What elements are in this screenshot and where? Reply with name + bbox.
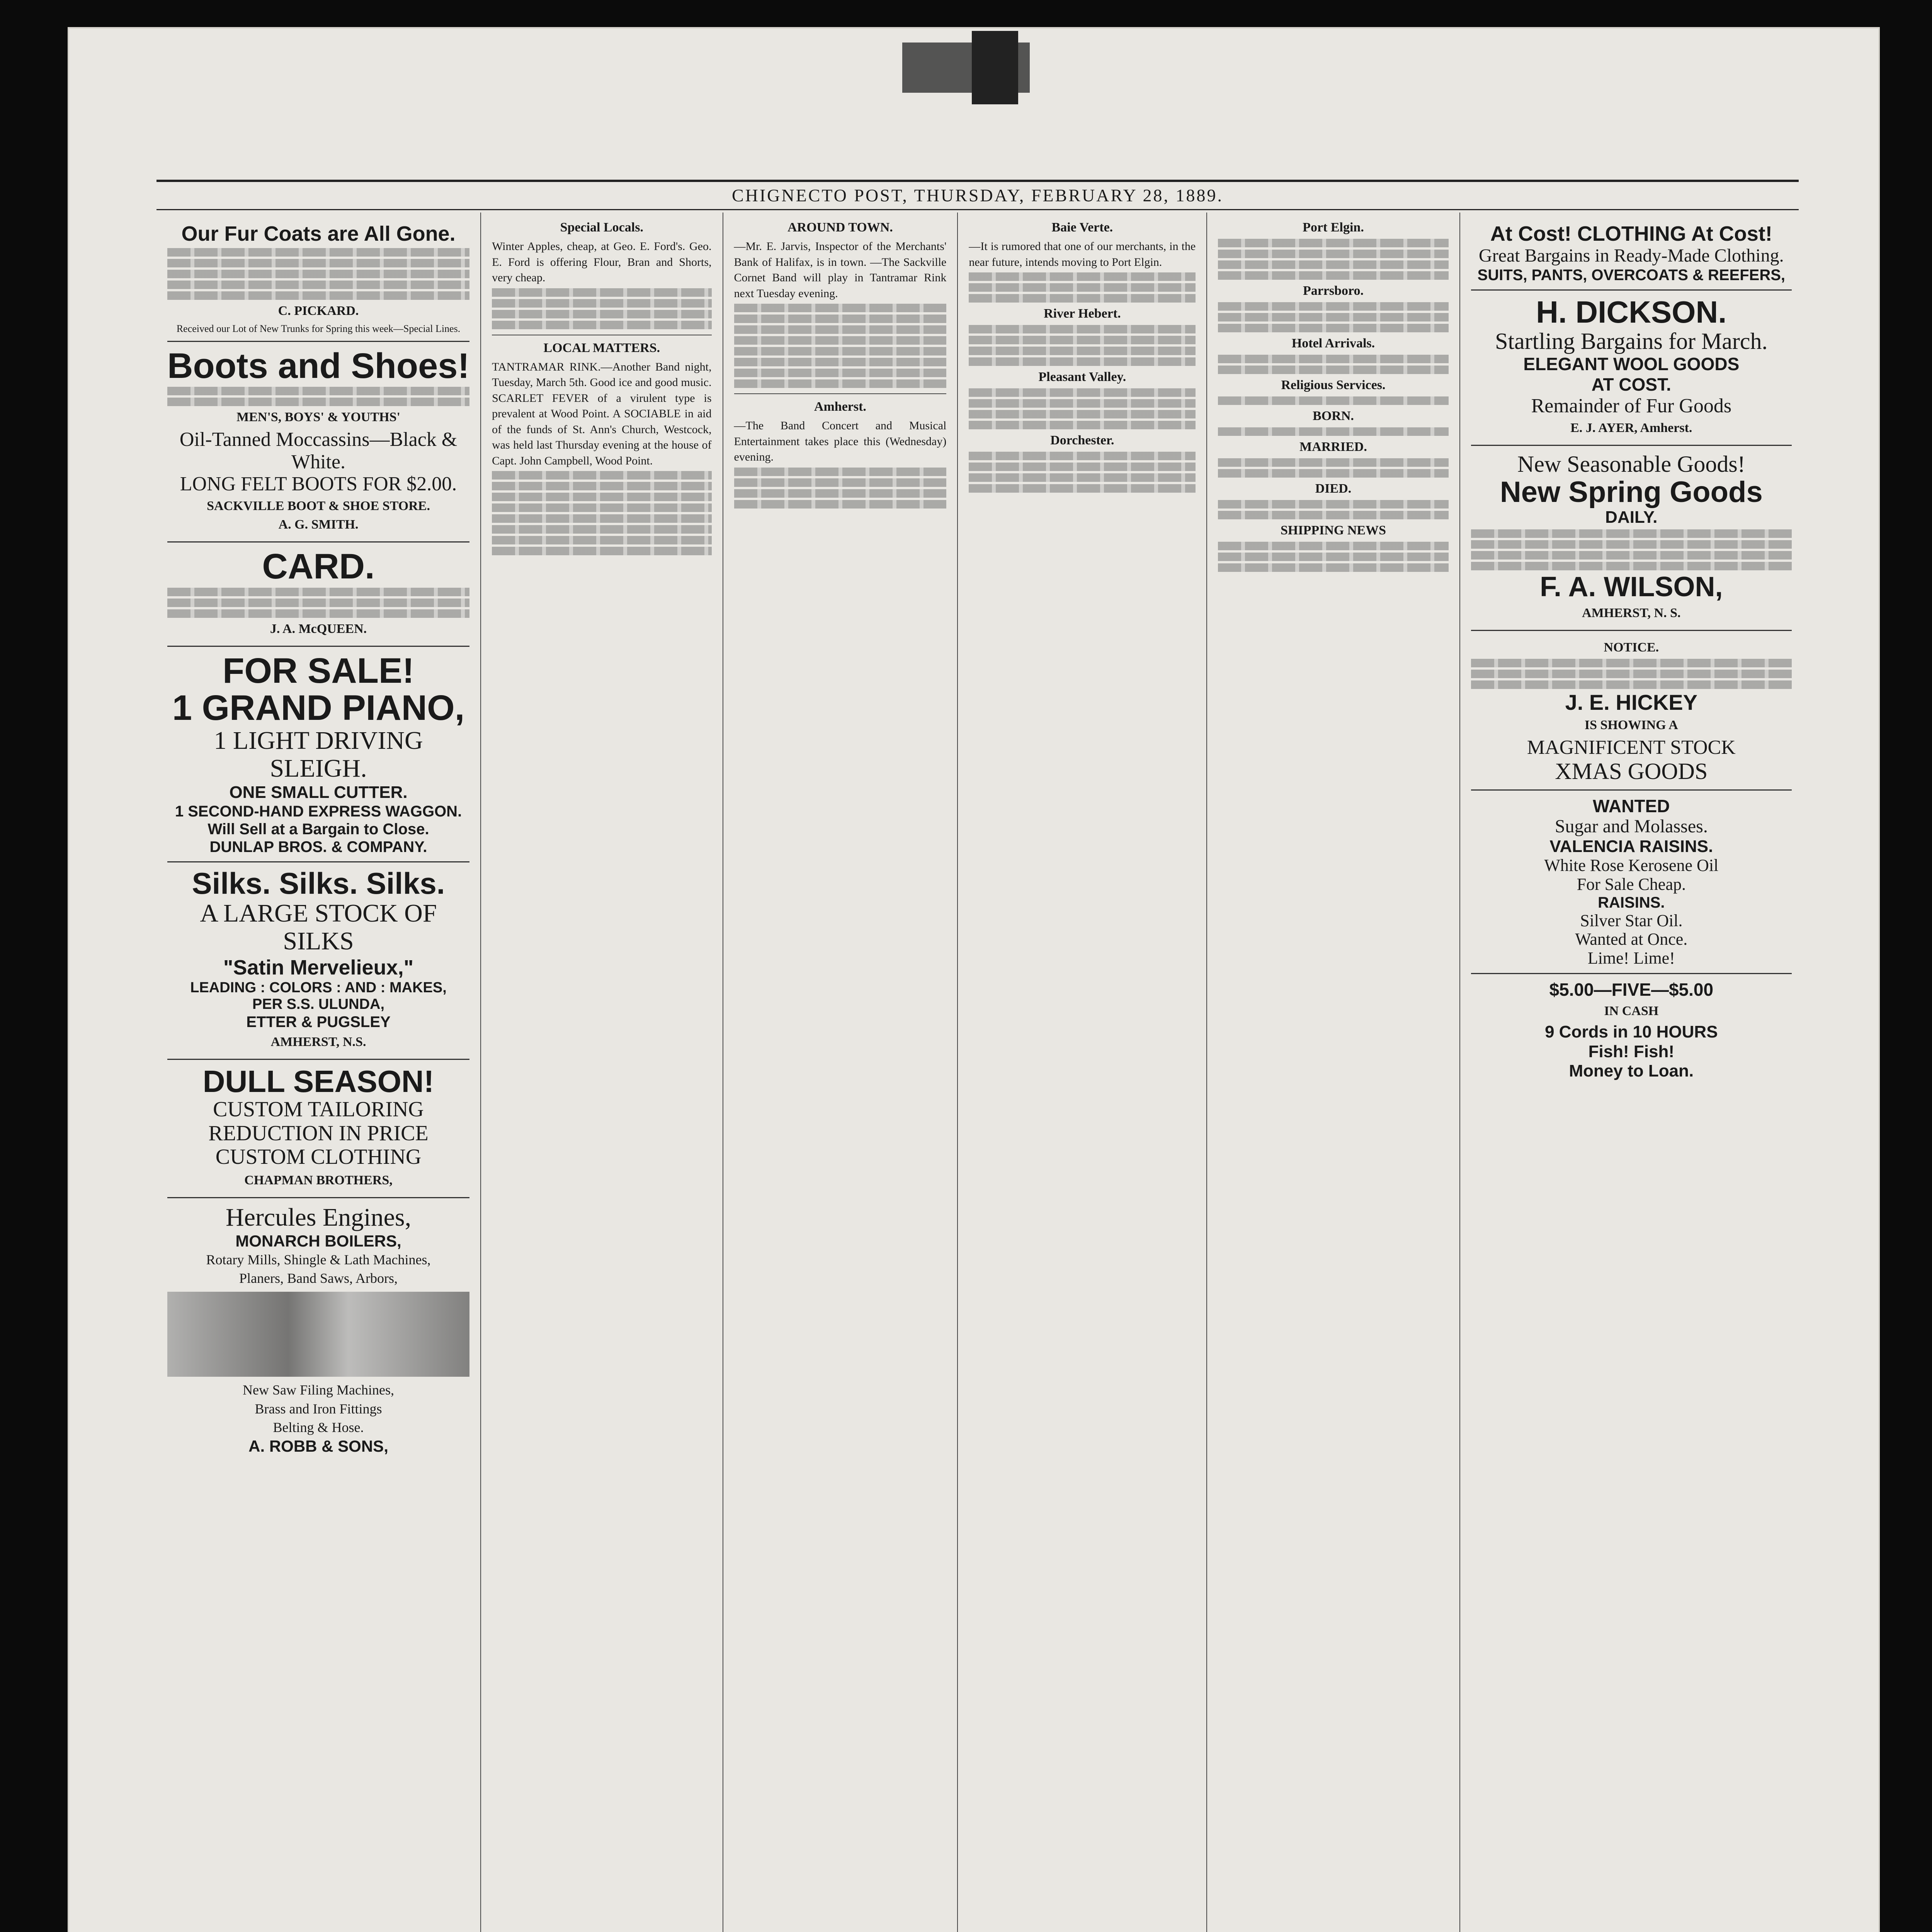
sale-title: FOR SALE! [223,651,414,690]
clothing-ad [1471,216,1792,291]
dickson-signer: E. J. AYER, Amherst. [1570,420,1692,435]
boots-line2: Oil-Tanned Moccassins—Black & White. [179,429,457,473]
silks-line2: "Satin Mervelieux," [223,956,414,979]
died-title: DIED. [1315,481,1352,496]
wanted-line1: Sugar and Molasses. [1554,816,1708,837]
engine-illustration [167,1292,469,1377]
hercules-seller: A. ROBB & SONS, [248,1437,388,1455]
local-body: TANTRAMAR RINK.—Another Band night, Tuesday, March 5th. Good ice and good music. SCARLET FEVER of a virulent type is prevalent at Wood Point. A SOCIABLE in aid of the funds of St. Ann's Church, Westcock, was held last Thursday evening at the house of Capt. John Campbell, Wood Point. [492,360,712,467]
masthead: CHIGNECTO POST, THURSDAY, FEBRUARY 28, 1889. [156,180,1799,210]
hickey-name: J. E. HICKEY [1565,690,1697,714]
wanted-line7: Wanted at Once. [1575,930,1688,949]
column-3 [723,213,958,1932]
wanted-line3: White Rose Kerosene Oil [1544,856,1719,875]
cash-money: Money to Loan. [1569,1061,1694,1081]
baie-title: Baie Verte. [1051,220,1113,235]
born-title: BORN. [1313,409,1354,423]
silks-line3: LEADING : COLORS : AND : MAKES, [190,979,447,996]
newspaper-page [68,27,1880,1932]
amherst-body: —The Band Concert and Musical Entertainment takes place this (Wednesday) evening. [734,419,947,463]
cash-fish: Fish! Fish! [1588,1042,1675,1061]
sale-offer: Will Sell at a Bargain to Close. [207,820,429,838]
local-title: LOCAL MATTERS. [543,340,660,355]
fur-signer: C. PICKARD. [278,304,359,318]
column-4 [958,213,1207,1932]
hercules-title: Hercules Engines, [225,1203,412,1231]
column-1 [156,213,481,1932]
spring-line1: New Spring Goods [1500,475,1763,509]
sale-item4: 1 SECOND-HAND EXPRESS WAGGON. [175,803,462,820]
spring-ad [1471,446,1792,631]
sale-item2: 1 LIGHT DRIVING SLEIGH. [214,726,423,783]
hotel-title: Hotel Arrivals. [1291,336,1375,350]
silks-ad [167,862,469,1060]
dull-seller: CHAPMAN BROTHERS, [244,1173,393,1187]
hickey-line1: IS SHOWING A [1584,718,1678,732]
silks-line4: PER S.S. ULUNDA, [252,996,385,1013]
dull-title: DULL SEASON! [202,1064,434,1099]
silks-seller: ETTER & PUGSLEY [246,1014,391,1031]
religious-title: Religious Services. [1281,378,1386,392]
shipping-title: SHIPPING NEWS [1281,523,1386,537]
hickey-line3: XMAS GOODS [1555,758,1708,784]
column-2 [481,213,723,1932]
column-6 [1460,213,1803,1932]
spring-place: AMHERST, N. S. [1582,605,1681,620]
dorchester-title: Dorchester. [1050,433,1114,447]
sale-item1: 1 GRAND PIANO, [172,688,465,728]
fur-title: Our Fur Coats are All Gone. [181,222,456,245]
wanted-line5: RAISINS. [1598,894,1665,911]
hercules-line1: MONARCH BOILERS, [235,1231,401,1250]
dull-line2: REDUCTION IN PRICE [208,1121,429,1145]
clothing-line2: SUITS, PANTS, OVERCOATS & REEFERS, [1477,266,1786,284]
boots-line1: MEN'S, BOYS' & YOUTHS' [236,410,400,425]
hercules-ad [167,1198,469,1461]
silks-place: AMHERST, N.S. [270,1035,366,1049]
special-body: Winter Apples, cheap, at Geo. E. Ford's. Geo. E. Ford is offering Flour, Bran and Shorts, very cheap. [492,240,712,284]
notice-title: NOTICE. [1604,640,1659,655]
wanted-title: WANTED [1593,796,1670,816]
spring-line2: DAILY. [1605,507,1658,527]
river-title: River Hebert. [1044,306,1121,321]
boots-signer: A. G. SMITH. [278,517,359,532]
card-signer: J. A. McQUEEN. [270,621,367,636]
dickson-ad [1471,291,1792,446]
dickson-line1: Startling Bargains for March. [1495,328,1768,354]
hickey-line2: MAGNIFICENT STOCK [1527,736,1736,759]
boots-title: Boots and Shoes! [167,346,470,386]
column-5 [1207,213,1460,1932]
card-ad [167,543,469,647]
wanted-line2: VALENCIA RAISINS. [1549,837,1713,856]
around-body: —Mr. E. Jarvis, Inspector of the Merchants' Bank of Halifax, is in town. —The Sackville Cornet Band will play in Tantramar Rink next Tuesday evening. [734,240,947,300]
cash-title: $5.00—FIVE—$5.00 [1549,980,1714,1000]
dickson-name: H. DICKSON. [1536,294,1727,329]
married-title: MARRIED. [1299,440,1367,454]
clothing-line1: Great Bargains in Ready-Made Clothing. [1479,245,1784,266]
special-title: Special Locals. [560,220,643,235]
baie-body: —It is rumored that one of our merchants, in the near future, intends moving to Port Elgin. [969,240,1196,269]
around-title: AROUND TOWN. [787,220,893,235]
wanted-line6: Silver Star Oil. [1580,911,1683,930]
hercules-line3: Planers, Band Saws, Arbors, [239,1270,398,1286]
fur-note: Received our Lot of New Trunks for Spring this week—Special Lines. [176,323,461,335]
wanted-line4: For Sale Cheap. [1577,874,1686,894]
clothing-title: At Cost! CLOTHING At Cost! [1490,222,1772,245]
pleasant-title: Pleasant Valley. [1038,370,1126,384]
cash-sub: IN CASH [1604,1003,1659,1018]
portelgin-title: Port Elgin. [1303,220,1364,235]
boots-line3: LONG FELT BOOTS FOR $2.00. [180,473,457,495]
amherst-title: Amherst. [814,400,866,414]
sale-item3: ONE SMALL CUTTER. [229,783,408,802]
boots-store: SACKVILLE BOOT & SHOE STORE. [207,499,430,514]
boots-ad [167,342,469,543]
hercules-line2: Rotary Mills, Shingle & Lath Machines, [206,1252,431,1267]
tape-clip [972,31,1018,104]
sale-ad [167,647,469,862]
dickson-line3: AT COST. [1591,374,1671,395]
spring-title: New Seasonable Goods! [1517,451,1745,477]
columns [156,213,1803,1932]
cash-cords: 9 Cords in 10 HOURS [1545,1022,1718,1041]
hercules-line4: New Saw Filing Machines, [243,1382,395,1398]
parrsboro-title: Parrsboro. [1303,284,1364,298]
wanted-line8: Lime! Lime! [1587,948,1675,968]
dickson-line4: Remainder of Fur Goods [1531,395,1732,417]
dull-line3: CUSTOM CLOTHING [215,1145,422,1169]
hercules-line5: Brass and Iron Fittings [255,1401,382,1417]
wanted-ad [1471,791,1792,974]
hercules-line6: Belting & Hose. [273,1420,364,1435]
notice-ad [1471,631,1792,791]
cash-ad [1471,974,1792,1087]
silks-title: Silks. Silks. Silks. [192,866,445,900]
dull-line1: CUSTOM TAILORING [213,1097,424,1122]
silks-line1: A LARGE STOCK OF SILKS [200,899,437,956]
dickson-line2: ELEGANT WOOL GOODS [1523,354,1740,374]
fur-ad [167,216,469,342]
sale-seller: DUNLAP BROS. & COMPANY. [209,838,427,855]
spring-seller: F. A. WILSON, [1540,571,1723,603]
card-title: CARD. [262,547,375,587]
dull-ad [167,1060,469,1198]
